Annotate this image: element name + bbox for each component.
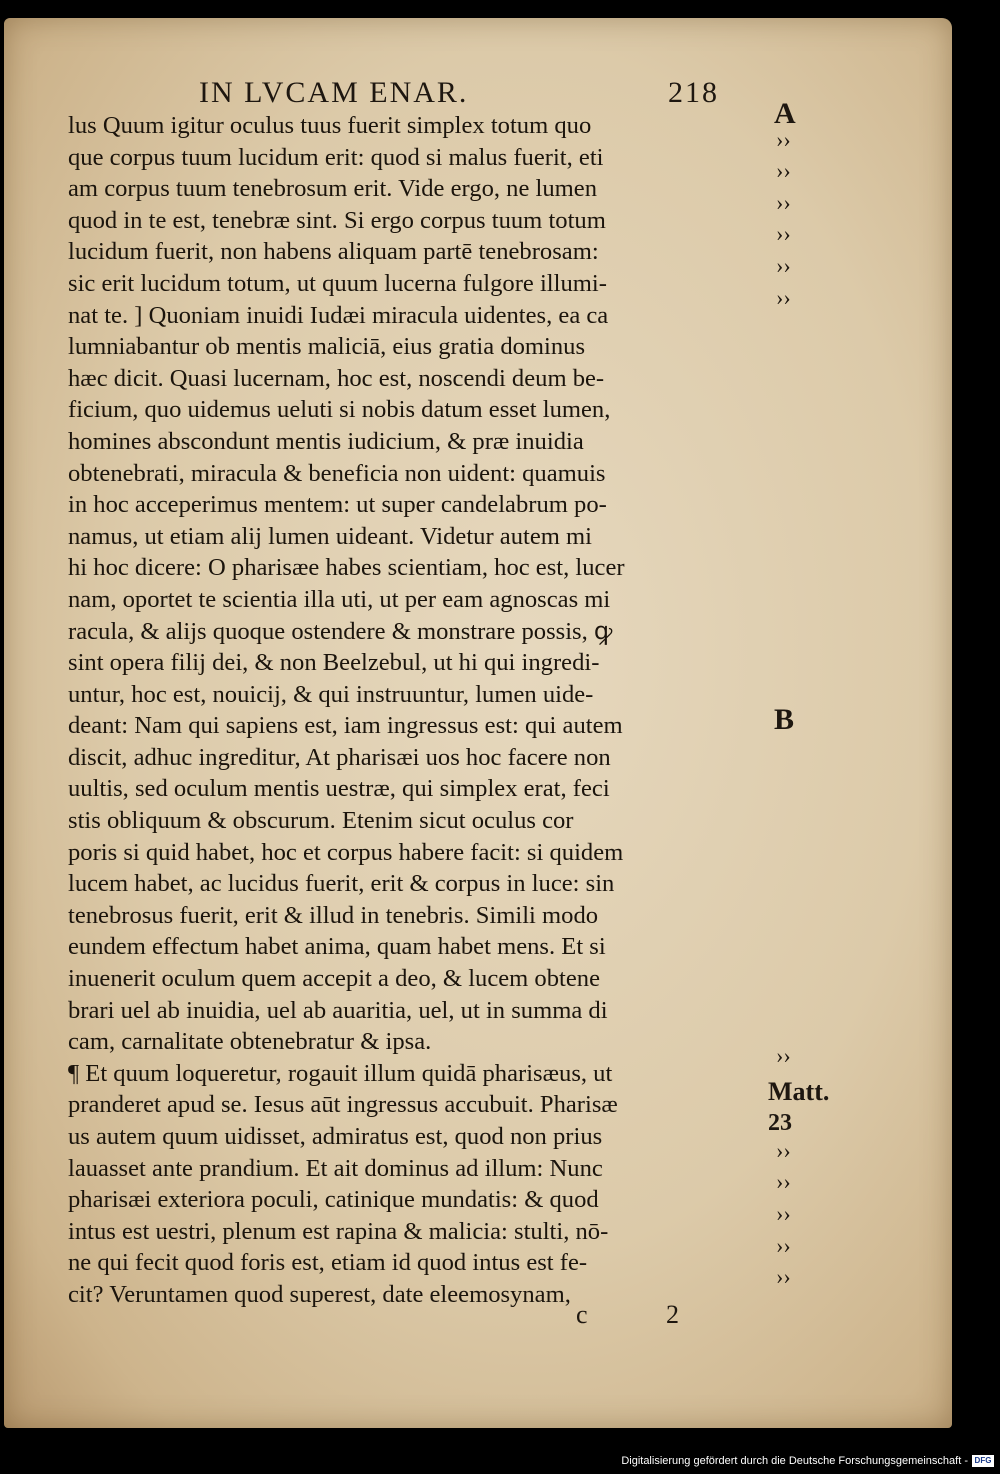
book-page: [4, 18, 952, 1428]
text-line: ¶ Et quum loqueretur, rogauit illum quidā pharisæus, ut: [68, 1059, 613, 1087]
text-line: racula, & alijs quoque ostendere & monstrare possis, ꝙ: [68, 617, 613, 645]
margin-quote-mark: ››: [776, 126, 791, 152]
margin-section-a: A: [774, 97, 796, 130]
running-header: [199, 76, 719, 110]
text-line: quod in te est, tenebræ sint. Si ergo corpus tuum totum: [68, 206, 606, 234]
text-line: discit, adhuc ingreditur, At pharisæi uos hoc facere non: [68, 743, 611, 771]
text-line: cit? Veruntamen quod superest, date eleemosynam,: [68, 1280, 571, 1308]
running-title: IN LVCAM ENAR.: [199, 76, 469, 109]
text-line: poris si quid habet, hoc et corpus habere facit: si quidem: [68, 838, 624, 866]
text-line: ne qui fecit quod foris est, etiam id quod intus est fe-: [68, 1249, 588, 1277]
folio-number: 218: [668, 76, 719, 109]
margin-quote-mark: ››: [776, 158, 791, 184]
text-line: untur, hoc est, nouicij, & qui instruuntur, lumen uide-: [68, 680, 594, 708]
signature-number: 2: [666, 1300, 679, 1329]
funding-note: Digitalisierung gefördert durch die Deutsche Forschungsgemeinschaft -: [621, 1455, 968, 1467]
margin-quote-mark: ››: [776, 1169, 791, 1195]
text-line: am corpus tuum tenebrosum erit. Vide ergo, ne lumen: [68, 175, 597, 203]
main-text-block: [68, 110, 768, 1311]
text-line: namus, ut etiam alij lumen uideant. Videtur autem mi: [68, 522, 592, 550]
text-line: in hoc acceperimus mentem: ut super candelabrum po-: [68, 491, 607, 519]
text-line: lumniabantur ob mentis maliciā, eius gratia dominus: [68, 333, 586, 361]
text-line: pharisæi exteriora poculi, catinique mundatis: & quod: [68, 1186, 599, 1214]
text-line: hæc dicit. Quasi lucernam, hoc est, noscendi deum be-: [68, 364, 605, 392]
text-line: homines abscondunt mentis iudicium, & præ inuidia: [68, 427, 584, 455]
text-line: lauasset ante prandium. Et ait dominus ad illum: Nunc: [68, 1154, 603, 1182]
text-line: deant: Nam qui sapiens est, iam ingressus est: qui autem: [68, 712, 623, 740]
margin-reference-chapter: 23: [768, 1110, 792, 1136]
text-line: brari uel ab inuidia, uel ab auaritia, uel, ut in summa di: [68, 996, 608, 1024]
margin-quote-mark: ››: [776, 189, 791, 215]
text-line: cam, carnalitate obtenebratur & ipsa.: [68, 1028, 432, 1056]
text-line: hi hoc dicere: O pharisæe habes scientiam, hoc est, lucer: [68, 554, 625, 582]
dfg-logo: DFG: [972, 1455, 994, 1467]
text-line: lucem habet, ac lucidus fuerit, erit & corpus in luce: sin: [68, 870, 615, 898]
margin-quote-mark: ››: [776, 253, 791, 278]
text-line: us autem quum uidisset, admiratus est, quod non prius: [68, 1123, 603, 1150]
text-line: nat te. ] Quoniam inuidi Iudæi miracula uidentes, ea ca: [68, 301, 609, 329]
margin-reference-book: Matt.: [768, 1077, 830, 1106]
margin-section-b: B: [774, 703, 795, 736]
text-line: que corpus tuum lucidum erit: quod si malus fuerit, eti: [68, 143, 604, 171]
text-line: sint opera filij dei, & non Beelzebul, ut hi qui ingredi-: [68, 649, 600, 677]
text-line: lus Quum igitur oculus tuus fuerit simplex totum quo: [68, 112, 592, 139]
text-line: nam, oportet te scientia illa uti, ut per eam agnoscas mi: [68, 585, 611, 613]
margin-quote-mark: ››: [776, 1232, 791, 1258]
margin-quote-mark: ››: [776, 1264, 791, 1290]
text-line: stis obliquum & obscurum. Etenim sicut oculus cor: [68, 807, 574, 835]
text-line: obtenebrati, miracula & beneficia non uident: quamuis: [68, 459, 606, 487]
digitization-footer: [621, 1452, 994, 1470]
signature-mark: [576, 1300, 696, 1330]
text-line: inuenerit oculum quem accepit a deo, & lucem obtene: [68, 965, 600, 993]
margin-quote-mark: ››: [776, 221, 791, 247]
margin-quote-mark: ››: [776, 1201, 791, 1226]
margin-quote-mark: ››: [776, 1043, 791, 1068]
text-line: eundem effectum habet anima, quam habet mens. Et si: [68, 933, 606, 961]
text-line: sic erit lucidum totum, ut quum lucerna fulgore illumi-: [68, 269, 607, 297]
text-line: pranderet apud se. Iesus aūt ingressus accubuit. Pharisæ: [68, 1091, 618, 1119]
text-line: ficium, quo uidemus ueluti si nobis datum esset lumen,: [68, 396, 611, 424]
margin-quote-mark: ››: [776, 284, 791, 310]
text-line: uultis, sed oculum mentis uestræ, qui simplex erat, feci: [68, 775, 610, 803]
text-line: lucidum fuerit, non habens aliquam partē tenebrosam:: [68, 238, 599, 266]
text-line: tenebrosus fuerit, erit & illud in tenebris. Simili modo: [68, 901, 599, 929]
signature-letter: c: [576, 1300, 588, 1329]
text-line: intus est uestri, plenum est rapina & malicia: stulti, nō-: [68, 1217, 609, 1245]
margin-quote-mark: ››: [776, 1137, 791, 1163]
